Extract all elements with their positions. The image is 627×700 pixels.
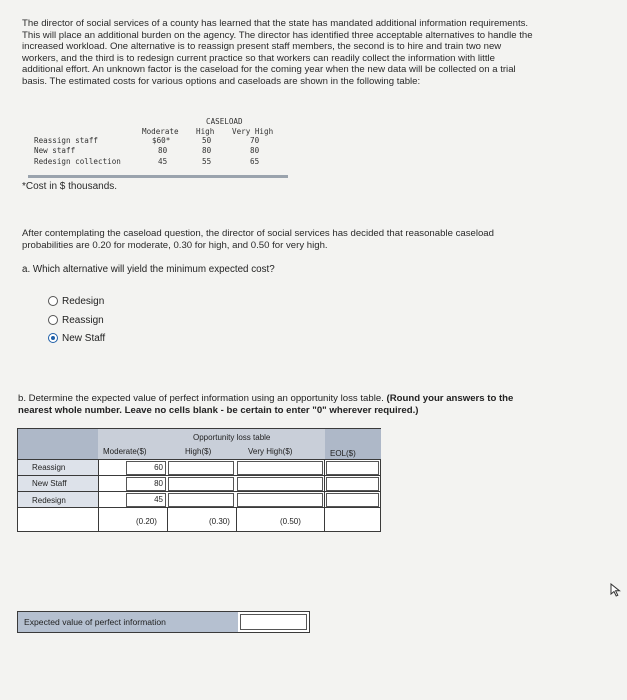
intro-line: The director of social services of a county has learned that the state has mandated additional information requirements. — [22, 18, 529, 29]
cursor-icon — [610, 583, 622, 597]
olt-cell-input[interactable] — [237, 477, 323, 491]
divider — [18, 459, 380, 460]
divider — [18, 491, 380, 492]
opportunity-loss-table — [17, 428, 381, 532]
radio-button[interactable] — [48, 315, 58, 325]
col-very-high: Very High — [232, 127, 274, 136]
question-b-instruction: (Round your answers to the — [386, 393, 514, 404]
olt-cell-input[interactable] — [237, 493, 323, 507]
olt-col-moderate: Moderate($) — [103, 447, 147, 456]
intro-line: This will place an additional burden on the agency. The director has identified three acceptable alternatives to handle the — [22, 29, 533, 41]
question-b-text: b. Determine the expected value of perfect information using an opportunity loss table. — [18, 393, 387, 404]
question-b — [18, 393, 618, 417]
intro-line: workers, and the third is to redesign current practice so that workers can readily collect the information with little — [22, 52, 495, 64]
olt-row-reassign: Reassign — [32, 463, 66, 472]
radio-button[interactable] — [48, 296, 58, 306]
option-new-staff[interactable] — [48, 331, 105, 345]
cell-value: 80 — [250, 146, 260, 155]
olt-cell-input[interactable] — [168, 477, 234, 491]
caseload-header: CASELOAD — [206, 117, 243, 126]
divider — [167, 507, 168, 532]
divider — [98, 459, 99, 532]
question-a: a. Which alternative will yield the minimum expected cost? — [22, 264, 275, 275]
olt-cell-input[interactable]: 45 — [126, 493, 166, 507]
after-line: probabilities are 0.20 for moderate, 0.30 for high, and 0.50 for very high. — [22, 239, 328, 251]
cell-value: 50 — [202, 136, 212, 145]
olt-prob-high: (0.30) — [209, 517, 230, 526]
cell-value: 45 — [158, 157, 168, 166]
olt-col-high: High($) — [185, 447, 212, 456]
option-label: New Staff — [62, 332, 106, 344]
intro-line: increased workload. One alternative is to reassign present staff members, the second is to hire and train two new — [22, 41, 502, 53]
olt-cell-input[interactable]: 80 — [126, 477, 166, 491]
table-rule — [28, 175, 288, 178]
row-label-reassign: Reassign staff — [34, 136, 99, 145]
olt-cell-input[interactable]: 60 — [126, 461, 166, 475]
olt-title: Opportunity loss table — [193, 433, 271, 442]
row-label-new-staff: New staff — [34, 146, 76, 155]
col-high: High — [196, 127, 215, 136]
question-b-instruction-2: nearest whole number. Leave no cells blank - be certain to enter "0" wherever required.) — [18, 405, 419, 416]
after-line: After contemplating the caseload question, the director of social services has decided that reasonable caseload — [22, 228, 494, 239]
option-label: Reassign — [62, 314, 104, 326]
divider — [18, 507, 380, 508]
olt-col-very-high: Very High($) — [248, 447, 293, 456]
divider — [18, 475, 380, 476]
row-label-redesign: Redesign collection — [34, 157, 121, 166]
col-moderate: Moderate — [142, 127, 179, 136]
intro-line: basis. The estimated costs for various options and caseloads are shown in the following table: — [22, 75, 421, 87]
cell-value: 80 — [158, 146, 168, 155]
olt-col-eol: EOL($) — [330, 449, 356, 458]
after-paragraph — [22, 228, 622, 251]
divider — [236, 507, 237, 532]
olt-prob-moderate: (0.20) — [136, 517, 157, 526]
olt-header-band — [18, 429, 98, 459]
cost-table — [28, 117, 288, 183]
olt-eol-input[interactable] — [326, 493, 379, 507]
olt-row-new-staff: New Staff — [32, 479, 67, 488]
cost-footnote: *Cost in $ thousands. — [22, 181, 118, 192]
cell-value: 65 — [250, 157, 260, 166]
olt-eol-input[interactable] — [326, 477, 379, 491]
olt-cell-input[interactable] — [168, 493, 234, 507]
divider — [324, 459, 325, 532]
cell-value: 55 — [202, 157, 212, 166]
intro-paragraph — [22, 18, 622, 88]
olt-row-redesign: Redesign — [32, 496, 66, 505]
olt-cell-input[interactable] — [168, 461, 234, 475]
olt-prob-very-high: (0.50) — [280, 517, 301, 526]
radio-button-selected[interactable] — [48, 333, 58, 343]
cell-value: 70 — [250, 136, 260, 145]
cell-value: $60* — [152, 136, 171, 145]
cell-value: 80 — [202, 146, 212, 155]
option-label: Redesign — [62, 295, 105, 307]
option-reassign[interactable] — [48, 313, 104, 327]
option-redesign[interactable] — [48, 294, 104, 308]
olt-eol-input[interactable] — [326, 461, 379, 475]
evpi-row — [17, 611, 310, 633]
intro-line: additional effort. An unknown factor is the caseload for the coming year when the new data will be collected on a trial — [22, 64, 516, 76]
olt-cell-input[interactable] — [237, 461, 323, 475]
evpi-label: Expected value of perfect information — [18, 612, 238, 632]
evpi-input[interactable] — [240, 614, 307, 630]
